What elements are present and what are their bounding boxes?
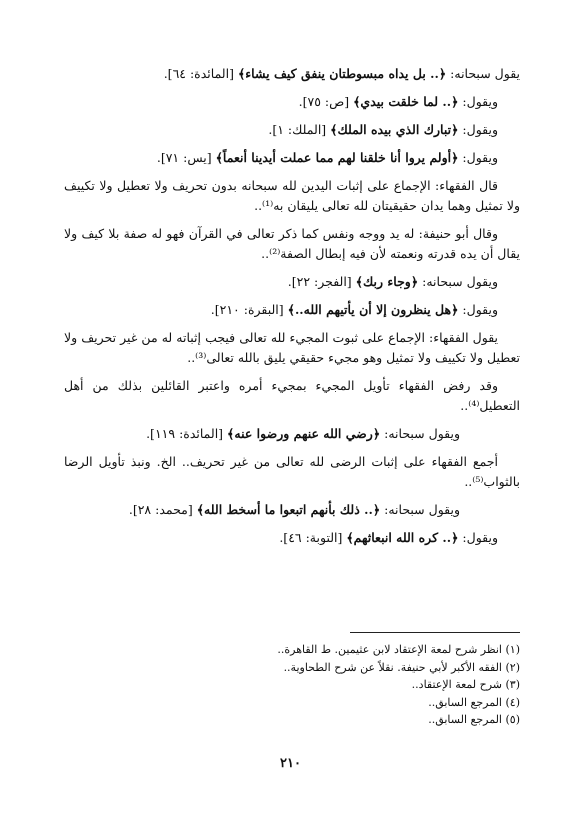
verse-line bbox=[64, 64, 520, 84]
verse-line bbox=[64, 272, 520, 292]
footnote: (١) انظر شرح لمعة الإعتقاد لابن عثيمين. ط القاهرة.. bbox=[277, 643, 520, 656]
verse-lead: ويقول سبحانه: bbox=[380, 502, 460, 517]
paragraph: أجمع الفقهاء على إثبات الرضى لله تعالى من غير تحريف.. الخ. ونبذ تأويل الرضا بالثواب⁽⁵⁾.. bbox=[64, 454, 520, 489]
verse-lead: ويقول سبحانه: bbox=[418, 274, 498, 289]
verse-ref: [محمد: ٢٨]. bbox=[128, 502, 197, 517]
verse-line bbox=[64, 148, 520, 168]
verse-quote: ﴿.. ذلك بأنهم اتبعوا ما أسخط الله﴾ bbox=[196, 502, 381, 517]
verse-quote: ﴿.. بل يداه مبسوطتان ينفق كيف يشاء﴾ bbox=[237, 66, 447, 81]
paragraph: قال الفقهاء: الإجماع على إثبات اليدين لله سبحانه بدون تحريف ولا تعطيل ولا تكييف ولا تمثيل وهما يدان حقيقيتان لله تعالى يليقان به⁽¹⁾.. bbox=[64, 178, 520, 213]
footnote-divider bbox=[350, 632, 520, 633]
verse-lead: ويقول: bbox=[458, 150, 498, 165]
paragraph: وقال أبو حنيفة: له يد ووجه ونفس كما ذكر تعالى في القرآن فهو له صفة بلا كيف ولا يقال أن يده قدرته ونعمته لأن فيه إبطال الصفة⁽²⁾.. bbox=[64, 226, 520, 261]
verse-ref: [ص: ٧٥]. bbox=[298, 94, 354, 109]
main-text bbox=[64, 64, 520, 556]
verse-ref: [البقرة: ٢١٠]. bbox=[210, 302, 288, 317]
paragraph: يقول الفقهاء: الإجماع على ثبوت المجيء لله تعالى فيجب إثباته له من غير تحريف ولا تعطيل ولا تكييف ولا تمثيل وهو مجيء حقيقي يليق بالله تعالى⁽³⁾.. bbox=[64, 330, 520, 365]
verse-quote: ﴿.. لما خلقت بيدي﴾ bbox=[353, 94, 459, 109]
verse-lead: ويقول سبحانه: bbox=[380, 426, 460, 441]
verse-lead: ويقول: bbox=[458, 122, 498, 137]
paragraph: وقد رفض الفقهاء تأويل المجيء بمجيء أمره واعتبر القائلين بذلك من أهل التعطيل⁽⁴⁾.. bbox=[64, 378, 520, 413]
verse-lead: ويقول: bbox=[458, 302, 498, 317]
footnote: (٢) الفقه الأكبر لأبي حنيفة. نقلاً عن شرح الطحاوية.. bbox=[283, 660, 520, 674]
verse-ref: [الملك: ١]. bbox=[268, 122, 331, 137]
verse-lead: ويقول: bbox=[458, 94, 498, 109]
verse-ref: [المائدة: ٦٤]. bbox=[163, 66, 238, 81]
page-number: ٢١٠ bbox=[280, 756, 301, 771]
verse-line bbox=[64, 300, 520, 320]
footnote: (٥) المرجع السابق.. bbox=[428, 713, 520, 726]
verse-lead: ويقول: bbox=[458, 530, 498, 545]
verse-line bbox=[64, 424, 520, 444]
verse-ref: [المائدة: ١١٩]. bbox=[146, 426, 228, 441]
verse-ref: [يس: ٧١]. bbox=[156, 150, 216, 165]
verse-line bbox=[64, 528, 520, 548]
footnote: (٣) شرح لمعة الإعتقاد.. bbox=[411, 678, 520, 691]
verse-quote: ﴿تبارك الذي بيده الملك﴾ bbox=[330, 122, 459, 137]
footnotes bbox=[64, 641, 520, 729]
verse-quote: ﴿هل ينظرون إلا أن يأتيهم الله..﴾ bbox=[287, 302, 459, 317]
verse-quote: ﴿رضي الله عنهم ورضوا عنه﴾ bbox=[227, 426, 381, 441]
verse-ref: [الفجر: ٢٢]. bbox=[287, 274, 356, 289]
verse-quote: ﴿وجاء ربك﴾ bbox=[355, 274, 419, 289]
footnote: (٤) المرجع السابق.. bbox=[428, 695, 520, 709]
verse-line bbox=[64, 92, 520, 112]
verse-quote: ﴿أولم يروا أنا خلقنا لهم مما عملت أيدينا أنعماً﴾ bbox=[215, 150, 459, 165]
verse-line bbox=[64, 500, 520, 520]
verse-quote: ﴿.. كره الله انبعاثهم﴾ bbox=[346, 530, 459, 545]
verse-ref: [التوبة: ٤٦]. bbox=[279, 530, 347, 545]
verse-line bbox=[64, 120, 520, 140]
verse-lead: يقول سبحانه: bbox=[446, 66, 520, 81]
